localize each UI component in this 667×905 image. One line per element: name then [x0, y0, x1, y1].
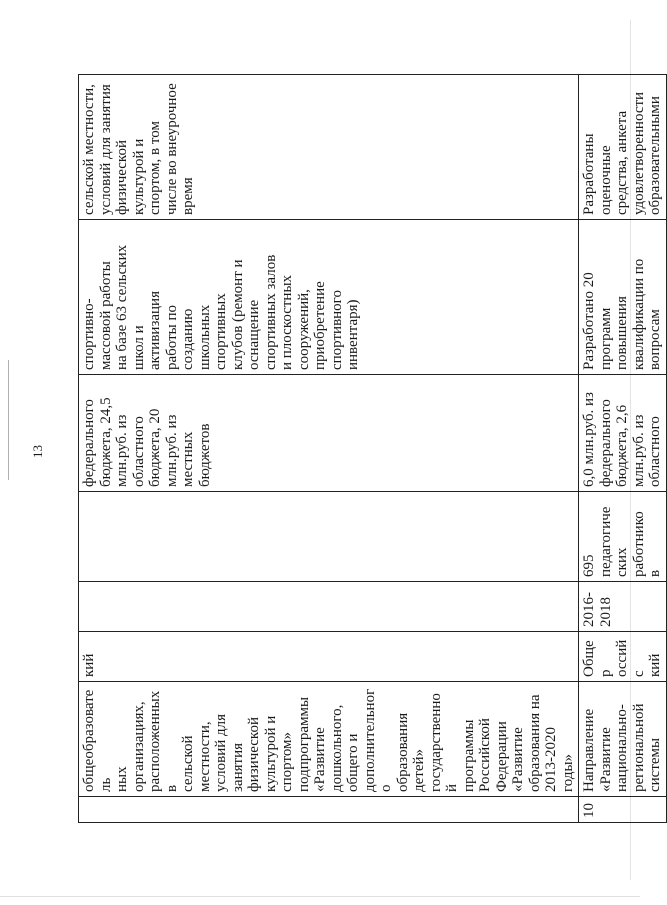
effect-cell: сельской местности, условий для занятия физической культурой и спортом, в том числе во внеурочное время	[79, 75, 579, 220]
effect-cell: Разработаны оценочные средства, анкета удовлетворенности образовательными	[579, 75, 667, 220]
period-cell: 2016- 2018	[579, 582, 667, 632]
program-type-cell: Общер оссийс кий	[579, 632, 667, 682]
program-name-cell: Направление «Развитие национально- региональной системы	[579, 682, 667, 797]
row-number-cell: 10	[579, 797, 667, 823]
funding-cell: 6,0 млн.руб. из федерального бюджета, 2,6 млн.руб. из областного	[579, 375, 667, 492]
funding-cell: федерального бюджета, 24,5 млн.руб. из областного бюджета, 20 млн.руб. из местных бюджетов	[79, 375, 579, 492]
participants-cell	[79, 492, 579, 582]
rotated-table-wrapper	[78, 75, 663, 823]
scan-artifact	[0, 896, 640, 897]
table-row	[79, 75, 579, 823]
result-cell: спортивно- массовой работы на базе 63 сельских школ и активизация работы по созданию школьных спортивных клубов (ремонт и оснащение спортивных залов и плоскостных сооружений, приобретение спортивного инвентаря)	[79, 220, 579, 375]
program-type-cell: кий	[79, 632, 579, 682]
page-number: 13	[30, 445, 45, 458]
period-cell	[79, 582, 579, 632]
table-row	[579, 75, 667, 823]
program-table	[78, 74, 667, 823]
row-number-cell	[79, 797, 579, 823]
result-cell: Разработано 20 программ повышения квалификации по вопросам	[579, 220, 667, 375]
program-name-cell: общеобразователь ных организациях, расположенных в сельской местности, условий для занятия физической культурой и спортом» подпрограммы «Развитие дошкольного, общего и дополнительного образования детей» государственной программы Российской Федерации «Развитие образования на 2013-2020 годы»	[79, 682, 579, 797]
scan-artifact	[8, 360, 9, 480]
participants-cell: 695 педагогиче ских работнико в	[579, 492, 667, 582]
